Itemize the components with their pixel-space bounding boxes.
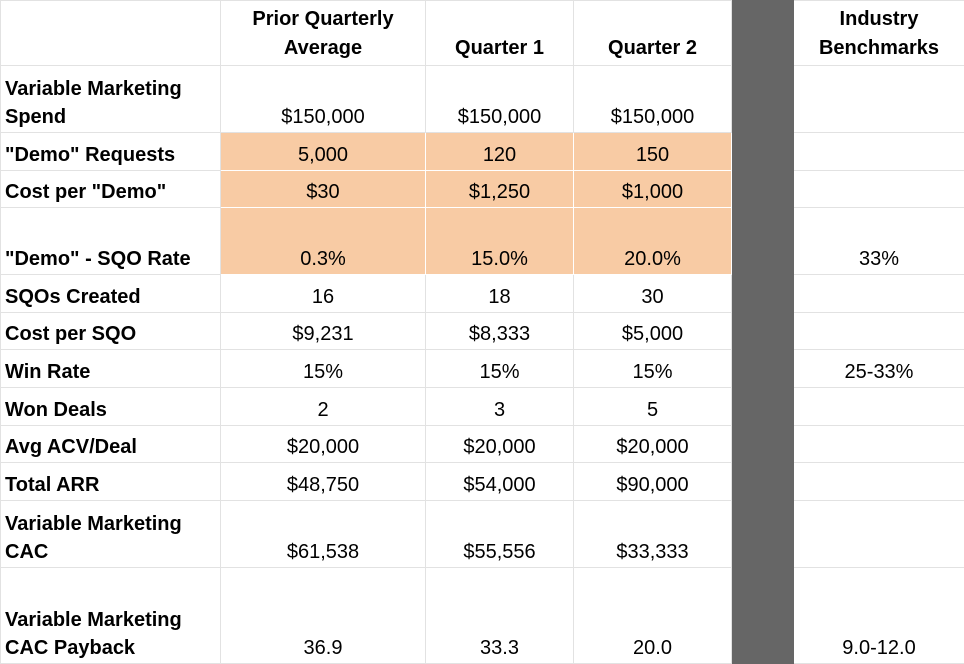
cell-q1[interactable]: $20,000 xyxy=(426,425,574,463)
row-label[interactable]: Avg ACV/Deal xyxy=(1,425,221,463)
cell-benchmark[interactable]: 25-33% xyxy=(794,350,964,388)
cell-q1[interactable]: 33.3 xyxy=(426,567,574,663)
table-row xyxy=(1,567,964,663)
cell-prior[interactable]: 0.3% xyxy=(221,208,426,275)
divider-cell xyxy=(732,66,794,133)
cell-q2[interactable]: $150,000 xyxy=(574,66,732,133)
cell-q2[interactable]: 30 xyxy=(574,275,732,313)
table-row xyxy=(1,275,964,313)
table-row xyxy=(1,463,964,501)
cell-q1[interactable]: $8,333 xyxy=(426,312,574,350)
cell-benchmark[interactable]: 9.0-12.0 xyxy=(794,567,964,663)
cell-prior[interactable]: 15% xyxy=(221,350,426,388)
divider-cell xyxy=(732,463,794,501)
table-row xyxy=(1,350,964,388)
cell-q2[interactable]: $20,000 xyxy=(574,425,732,463)
cell-benchmark[interactable] xyxy=(794,425,964,463)
cell-q2[interactable]: $33,333 xyxy=(574,500,732,567)
header-q2[interactable]: Quarter 2 xyxy=(574,1,732,66)
header-benchmarks[interactable]: Industry Benchmarks xyxy=(794,1,964,66)
cell-benchmark[interactable] xyxy=(794,275,964,313)
row-label[interactable]: Cost per SQO xyxy=(1,312,221,350)
divider-cell xyxy=(732,208,794,275)
row-label[interactable]: Variable Marketing Spend xyxy=(1,66,221,133)
cell-benchmark[interactable] xyxy=(794,500,964,567)
cell-q2[interactable]: 150 xyxy=(574,132,732,170)
cell-benchmark[interactable]: 33% xyxy=(794,208,964,275)
row-label[interactable]: Variable Marketing CAC xyxy=(1,500,221,567)
divider-cell xyxy=(732,170,794,208)
cell-q1[interactable]: 15% xyxy=(426,350,574,388)
cell-prior[interactable]: $48,750 xyxy=(221,463,426,501)
cell-q2[interactable]: 5 xyxy=(574,387,732,425)
header-row xyxy=(1,1,964,66)
table-row xyxy=(1,425,964,463)
cell-benchmark[interactable] xyxy=(794,463,964,501)
cell-q2[interactable]: $1,000 xyxy=(574,170,732,208)
cell-prior[interactable]: $20,000 xyxy=(221,425,426,463)
cell-q1[interactable]: $55,556 xyxy=(426,500,574,567)
cell-q1[interactable]: 18 xyxy=(426,275,574,313)
divider-cell xyxy=(732,567,794,663)
cell-q2[interactable]: 20.0 xyxy=(574,567,732,663)
table-row xyxy=(1,170,964,208)
row-label[interactable]: "Demo" - SQO Rate xyxy=(1,208,221,275)
row-label[interactable]: Won Deals xyxy=(1,387,221,425)
cell-q2[interactable]: $5,000 xyxy=(574,312,732,350)
table-row xyxy=(1,500,964,567)
row-label[interactable]: Win Rate xyxy=(1,350,221,388)
row-label[interactable]: SQOs Created xyxy=(1,275,221,313)
divider-cell xyxy=(732,425,794,463)
divider-cell xyxy=(732,500,794,567)
cell-prior[interactable]: $61,538 xyxy=(221,500,426,567)
cell-benchmark[interactable] xyxy=(794,170,964,208)
cell-q2[interactable]: 15% xyxy=(574,350,732,388)
table-row xyxy=(1,66,964,133)
cell-q1[interactable]: $150,000 xyxy=(426,66,574,133)
cell-prior[interactable]: $30 xyxy=(221,170,426,208)
header-q1[interactable]: Quarter 1 xyxy=(426,1,574,66)
divider-cell xyxy=(732,312,794,350)
cell-q1[interactable]: 120 xyxy=(426,132,574,170)
cell-q1[interactable]: $54,000 xyxy=(426,463,574,501)
cell-q2[interactable]: $90,000 xyxy=(574,463,732,501)
cell-prior[interactable]: $150,000 xyxy=(221,66,426,133)
cell-q1[interactable]: $1,250 xyxy=(426,170,574,208)
divider-cell xyxy=(732,132,794,170)
cell-q1[interactable]: 3 xyxy=(426,387,574,425)
table-row xyxy=(1,208,964,275)
divider-cell xyxy=(732,1,794,66)
row-label[interactable]: Cost per "Demo" xyxy=(1,170,221,208)
cell-q2[interactable]: 20.0% xyxy=(574,208,732,275)
divider-cell xyxy=(732,350,794,388)
cell-benchmark[interactable] xyxy=(794,132,964,170)
divider-cell xyxy=(732,387,794,425)
cell-q1[interactable]: 15.0% xyxy=(426,208,574,275)
cell-prior[interactable]: 16 xyxy=(221,275,426,313)
cell-benchmark[interactable] xyxy=(794,387,964,425)
cell-benchmark[interactable] xyxy=(794,312,964,350)
divider-cell xyxy=(732,275,794,313)
row-label[interactable]: Variable Marketing CAC Payback xyxy=(1,567,221,663)
cell-prior[interactable]: 2 xyxy=(221,387,426,425)
corner-cell[interactable] xyxy=(1,1,221,66)
table-row xyxy=(1,132,964,170)
cell-benchmark[interactable] xyxy=(794,66,964,133)
table-row xyxy=(1,387,964,425)
row-label[interactable]: Total ARR xyxy=(1,463,221,501)
header-prior[interactable]: Prior Quarterly Average xyxy=(221,1,426,66)
cell-prior[interactable]: $9,231 xyxy=(221,312,426,350)
cell-prior[interactable]: 5,000 xyxy=(221,132,426,170)
row-label[interactable]: "Demo" Requests xyxy=(1,132,221,170)
table-row xyxy=(1,312,964,350)
cell-prior[interactable]: 36.9 xyxy=(221,567,426,663)
